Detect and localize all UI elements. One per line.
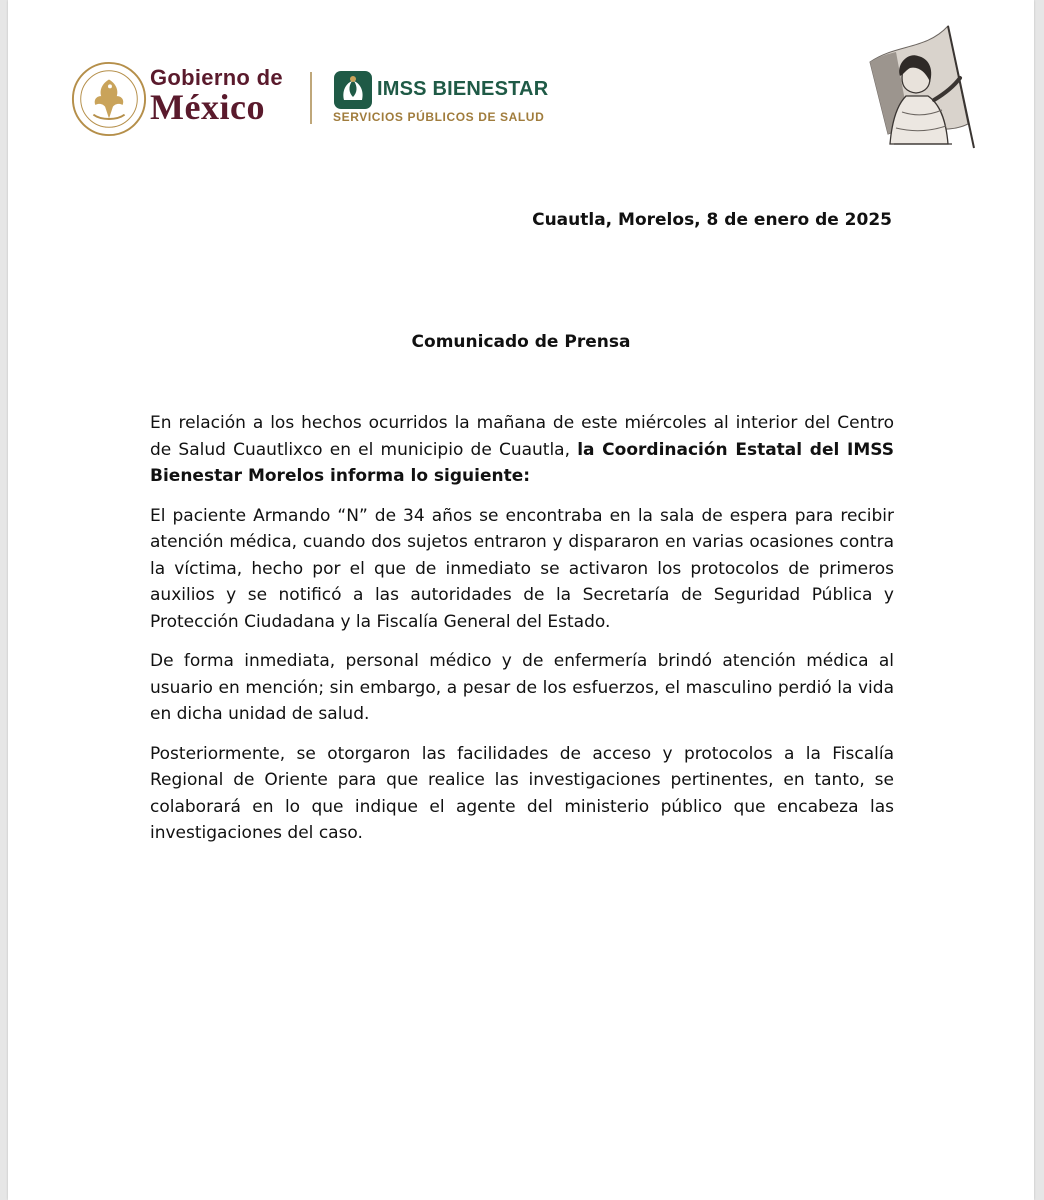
gobierno-line2: México — [150, 87, 265, 127]
imss-bienestar-icon — [333, 70, 373, 110]
paragraph-1 — [150, 410, 894, 490]
imss-subtitle: SERVICIOS PÚBLICOS DE SALUD — [333, 110, 545, 124]
gobierno-de-mexico-logo — [150, 65, 283, 127]
document-body — [150, 410, 894, 860]
paragraph-4: Posteriormente, se otorgaron las facilidades de acceso y protocolos a la Fiscalía Regional de Oriente para que realice las investigaciones pertinentes, en tanto, se colaborará en lo que indique el agente del ministerio público que encabeza las investigaciones del caso. — [150, 743, 894, 843]
document-page — [8, 0, 1034, 1200]
document-title: Comunicado de Prensa — [411, 332, 631, 352]
mexico-seal-icon — [70, 60, 148, 138]
woman-with-flag-illustration — [856, 16, 976, 152]
imss-name: IMSS BIENESTAR — [377, 78, 549, 100]
logo-divider — [310, 72, 312, 124]
gobierno-line1: Gobierno de — [150, 65, 283, 90]
paragraph-3: De forma inmediata, personal médico y de enfermería brindó atención médica al usuario en mención; sin embargo, a pesar de los esfuerzos, el masculino perdió la vida en dicha unidad de salud. — [150, 651, 894, 724]
paragraph-2: El paciente Armando “N” de 34 años se encontraba en la sala de espera para recibir atención médica, cuando dos sujetos entraron y dispararon en varias ocasiones contra la víctima, hecho por el que de inmediato se activaron los protocolos de primeros auxilios y se notificó a las autoridades de la Secretaría de Seguridad Pública y Protección Ciudadana y la Fiscalía General del Estado. — [150, 505, 894, 632]
paragraph-1-text: En relación a los hechos ocurridos la mañana de este miércoles al interior del Centro de Salud Cuautlixco en el municipio de Cuautla, — [150, 413, 894, 460]
date-line: Cuautla, Morelos, 8 de enero de 2025 — [532, 210, 892, 230]
paragraph-1-bold: la Coordinación Estatal del IMSS Bienestar Morelos informa lo siguiente: — [150, 439, 894, 486]
